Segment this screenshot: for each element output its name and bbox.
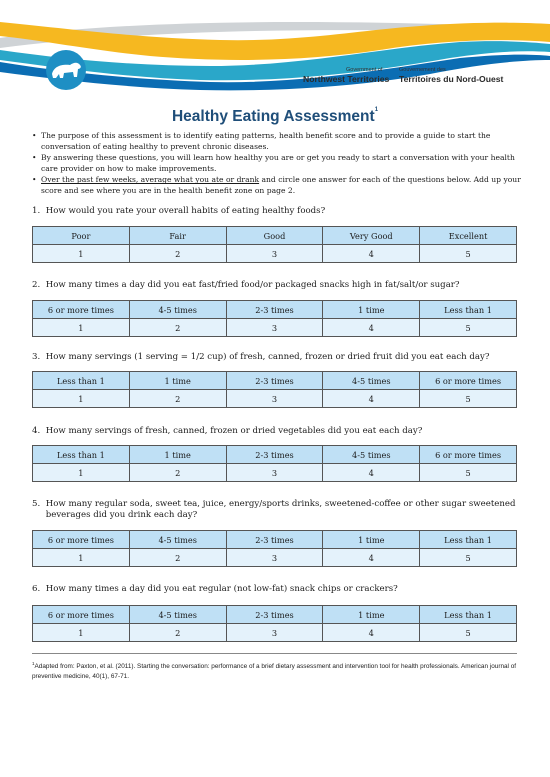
option-label[interactable]: Less than 1 bbox=[420, 531, 517, 549]
option-label[interactable]: 1 time bbox=[323, 606, 420, 624]
option-label[interactable]: Less than 1 bbox=[420, 606, 517, 624]
option-score[interactable]: 2 bbox=[129, 549, 226, 567]
gov-fr-name: Territoires du Nord-Ouest bbox=[399, 74, 504, 84]
intro-bullet-instructions bbox=[32, 174, 522, 196]
option-score[interactable]: 4 bbox=[323, 245, 420, 263]
option-label[interactable]: 2-3 times bbox=[226, 446, 323, 464]
question-1-options bbox=[32, 226, 517, 263]
option-label[interactable]: Excellent bbox=[420, 227, 517, 245]
option-label[interactable]: Poor bbox=[33, 227, 130, 245]
option-label[interactable]: Good bbox=[226, 227, 323, 245]
option-label[interactable]: 6 or more times bbox=[33, 531, 130, 549]
question-number: 6. bbox=[32, 584, 41, 594]
intro-instructions-text: and circle one answer for each of the questions below. Add up your score and see where you are in the health benefit zone on page 2. bbox=[41, 175, 521, 196]
question-text: How would you rate your overall habits of eating healthy foods? bbox=[45, 206, 326, 216]
option-score[interactable]: 2 bbox=[129, 245, 226, 263]
question-2-options bbox=[32, 300, 517, 337]
option-score[interactable]: 4 bbox=[323, 624, 420, 642]
option-label[interactable]: Fair bbox=[129, 227, 226, 245]
question-text: How many servings (1 serving = 1/2 cup) of fresh, canned, frozen or dried fruit did you eat each day? bbox=[45, 352, 490, 362]
footnote-text: Adapted from: Paxton, et al. (2011). Starting the conversation: performance of a brief dietary assessment and intervention tool for health professionals. American journal of preventive medicine, 40(1), 67-71. bbox=[32, 663, 517, 680]
question-text: How many regular soda, sweet tea, juice, energy/sports drinks, sweetened-coffee or other sugar sweetened beverages did you drink each day? bbox=[45, 499, 516, 520]
option-score[interactable]: 1 bbox=[33, 549, 130, 567]
question-2 bbox=[32, 280, 522, 291]
option-score[interactable]: 2 bbox=[129, 390, 226, 408]
option-score[interactable]: 4 bbox=[323, 319, 420, 337]
option-score[interactable]: 5 bbox=[420, 549, 517, 567]
option-score[interactable]: 1 bbox=[33, 245, 130, 263]
option-label[interactable]: 1 time bbox=[129, 372, 226, 390]
option-label[interactable]: 1 time bbox=[129, 446, 226, 464]
footnote-mark: 1 bbox=[32, 661, 35, 666]
question-5-options bbox=[32, 530, 517, 567]
question-4 bbox=[32, 426, 522, 437]
option-label[interactable]: 6 or more times bbox=[420, 446, 517, 464]
option-score[interactable]: 5 bbox=[420, 319, 517, 337]
option-label[interactable]: 4-5 times bbox=[129, 531, 226, 549]
option-label[interactable]: 4-5 times bbox=[323, 446, 420, 464]
page-title-text: Healthy Eating Assessment bbox=[171, 108, 375, 125]
question-5 bbox=[32, 499, 522, 520]
option-score[interactable]: 1 bbox=[33, 624, 130, 642]
question-3 bbox=[32, 352, 522, 363]
question-number: 3. bbox=[32, 352, 41, 362]
option-label[interactable]: 6 or more times bbox=[33, 606, 130, 624]
option-score[interactable]: 4 bbox=[323, 549, 420, 567]
question-text: How many times a day did you eat regular (not low-fat) snack chips or crackers? bbox=[45, 584, 398, 594]
intro-bullet-purpose: • The purpose of this assessment is to identify eating patterns, health benefit score and to provide a guide to start the conversation of eating healthy to prevent chronic diseases. bbox=[32, 130, 522, 152]
option-score[interactable]: 4 bbox=[323, 390, 420, 408]
option-label[interactable]: 1 time bbox=[323, 531, 420, 549]
intro-bullet-answering: • By answering these questions, you will learn how healthy you are or get you ready to start a conversation with your health care provider on how to make improvements. bbox=[32, 152, 522, 174]
option-label[interactable]: 6 or more times bbox=[33, 301, 130, 319]
footnote bbox=[32, 659, 522, 681]
gov-en-small: Government of bbox=[346, 67, 383, 73]
option-score[interactable]: 1 bbox=[33, 390, 130, 408]
option-score[interactable]: 4 bbox=[323, 464, 420, 482]
footnote-divider bbox=[32, 653, 517, 654]
option-score[interactable]: 2 bbox=[129, 624, 226, 642]
option-label[interactable]: 2-3 times bbox=[226, 301, 323, 319]
question-6-options bbox=[32, 605, 517, 642]
option-score[interactable]: 5 bbox=[420, 624, 517, 642]
option-score[interactable]: 2 bbox=[129, 319, 226, 337]
question-text: How many times a day did you eat fast/fried food/or packaged snacks high in fat/salt/or sugar? bbox=[45, 280, 460, 290]
option-score[interactable]: 3 bbox=[226, 549, 323, 567]
option-score[interactable]: 5 bbox=[420, 464, 517, 482]
option-score[interactable]: 5 bbox=[420, 245, 517, 263]
option-score[interactable]: 3 bbox=[226, 319, 323, 337]
option-score[interactable]: 2 bbox=[129, 464, 226, 482]
title-footnote-mark: 1 bbox=[374, 106, 379, 113]
intro-underlined-text: Over the past few weeks, average what you ate or drank bbox=[41, 175, 260, 185]
option-score[interactable]: 1 bbox=[33, 464, 130, 482]
question-6 bbox=[32, 584, 522, 595]
option-label[interactable]: Very Good bbox=[323, 227, 420, 245]
option-label[interactable]: 4-5 times bbox=[129, 301, 226, 319]
option-score[interactable]: 5 bbox=[420, 390, 517, 408]
question-text: How many servings of fresh, canned, frozen or dried vegetables did you eat each day? bbox=[45, 426, 423, 436]
polar-bear-logo-icon bbox=[46, 50, 86, 90]
option-label[interactable]: 1 time bbox=[323, 301, 420, 319]
option-label[interactable]: Less than 1 bbox=[33, 446, 130, 464]
header-banner bbox=[0, 0, 550, 95]
option-label[interactable]: 2-3 times bbox=[226, 372, 323, 390]
page-title bbox=[0, 108, 550, 126]
option-label[interactable]: 4-5 times bbox=[323, 372, 420, 390]
gov-fr-small: Gouvernement des bbox=[399, 67, 446, 73]
option-label[interactable]: 2-3 times bbox=[226, 606, 323, 624]
option-score[interactable]: 3 bbox=[226, 245, 323, 263]
option-label[interactable]: 2-3 times bbox=[226, 531, 323, 549]
option-label[interactable]: Less than 1 bbox=[420, 301, 517, 319]
question-1 bbox=[32, 206, 522, 217]
option-score[interactable]: 3 bbox=[226, 464, 323, 482]
option-label[interactable]: 6 or more times bbox=[420, 372, 517, 390]
question-number: 1. bbox=[32, 206, 41, 216]
question-4-options bbox=[32, 445, 517, 482]
option-label[interactable]: 4-5 times bbox=[129, 606, 226, 624]
option-label[interactable]: Less than 1 bbox=[33, 372, 130, 390]
question-3-options bbox=[32, 371, 517, 408]
question-number: 4. bbox=[32, 426, 41, 436]
intro-bullets bbox=[32, 130, 522, 197]
option-score[interactable]: 3 bbox=[226, 624, 323, 642]
option-score[interactable]: 1 bbox=[33, 319, 130, 337]
option-score[interactable]: 3 bbox=[226, 390, 323, 408]
gov-en-name: Northwest Territories bbox=[303, 74, 390, 84]
question-number: 5. bbox=[32, 499, 41, 509]
question-number: 2. bbox=[32, 280, 41, 290]
